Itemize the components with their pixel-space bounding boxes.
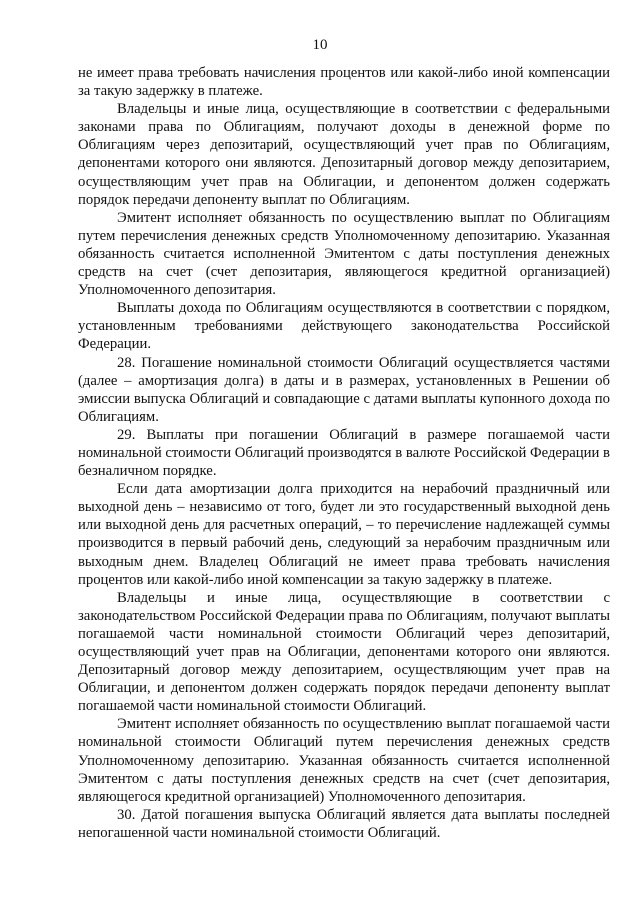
paragraph-continuation: не имеет права требовать начисления процентов или какой-либо иной компенсации за такую задержку в платеже. [78, 65, 610, 100]
paragraph-income-payments-depositary: Владельцы и иные лица, осуществляющие в соответствии с федеральными законами права по Облигациям, получают доходы в денежной форме по Облигациям через депозитарий, осуществляющий учет прав по Облигациям, депонентами которого они являются. Депозитарный договор между депозитарием, осуществляющим учет прав на Облигации, и депонентом должен содержать порядок передачи депоненту выплат по Облигациям. [78, 101, 610, 208]
page-number: 10 [312, 37, 328, 53]
document-body [78, 64, 610, 842]
paragraph-clause-30: 30. Датой погашения выпуска Облигаций является дата выплаты последней непогашенной части номинальной стоимости Облигаций. [78, 806, 610, 841]
paragraph-amortization-holiday: Если дата амортизации долга приходится на нерабочий праздничный или выходной день – независимо от того, будет ли это государственный выходной день или выходной день для расчетных операций, – то перечисление надлежащей суммы производится в первый рабочий день, следующий за нерабочим праздничным или выходным днем. Владелец Облигаций не имеет права требовать начисления процентов или какой-либо иной компенсации за такую задержку в платеже. [78, 481, 610, 588]
paragraph-issuer-obligation-payments: Эмитент исполняет обязанность по осуществлению выплат по Облигациям путем перечисления денежных средств Уполномоченному депозитарию. Указанная обязанность считается исполненной Эмитентом с даты поступления денежных средств на счет (счет депозитария, являющегося кредитной организацией) Уполномоченного депозитария. [78, 209, 610, 299]
paragraph-redemption-payments-depositary: Владельцы и иные лица, осуществляющие в соответствии с законодательством Российской Федерации права по Облигациям, получают выплаты погашаемой части номинальной стоимости Облигаций через депозитарий, осуществляющий учет прав на Облигации, депонентами которого они являются. Депозитарный договор между депозитарием, осуществляющим учет прав на Облигации, и депонентом должен содержать порядок передачи депоненту выплат погашаемой части номинальной стоимости Облигаций. [78, 589, 610, 715]
paragraph-clause-29: 29. Выплаты при погашении Облигаций в размере погашаемой части номинальной стоимости Облигаций производятся в валюте Российской Федерации в безналичном порядке. [78, 426, 610, 480]
paragraph-issuer-obligation-redemption: Эмитент исполняет обязанность по осуществлению выплат погашаемой части номинальной стоимости Облигаций путем перечисления денежных средств Уполномоченному депозитарию. Указанная обязанность считается исполненной Эмитентом с даты поступления денежных средств на счет (счет депозитария, являющегося кредитной организацией) Уполномоченного депозитария. [78, 716, 610, 805]
paragraph-income-payments-procedure: Выплаты дохода по Облигациям осуществляются в соответствии с порядком, установленным требованиями действующего законодательства Российской Федерации. [78, 300, 610, 353]
paragraph-clause-28: 28. Погашение номинальной стоимости Облигаций осуществляется частями (далее – амортизация долга) в даты и в размерах, установленных в Решении об эмиссии выпуска Облигаций и совпадающие с датами выплаты купонного дохода по Облигациям. [78, 354, 610, 425]
